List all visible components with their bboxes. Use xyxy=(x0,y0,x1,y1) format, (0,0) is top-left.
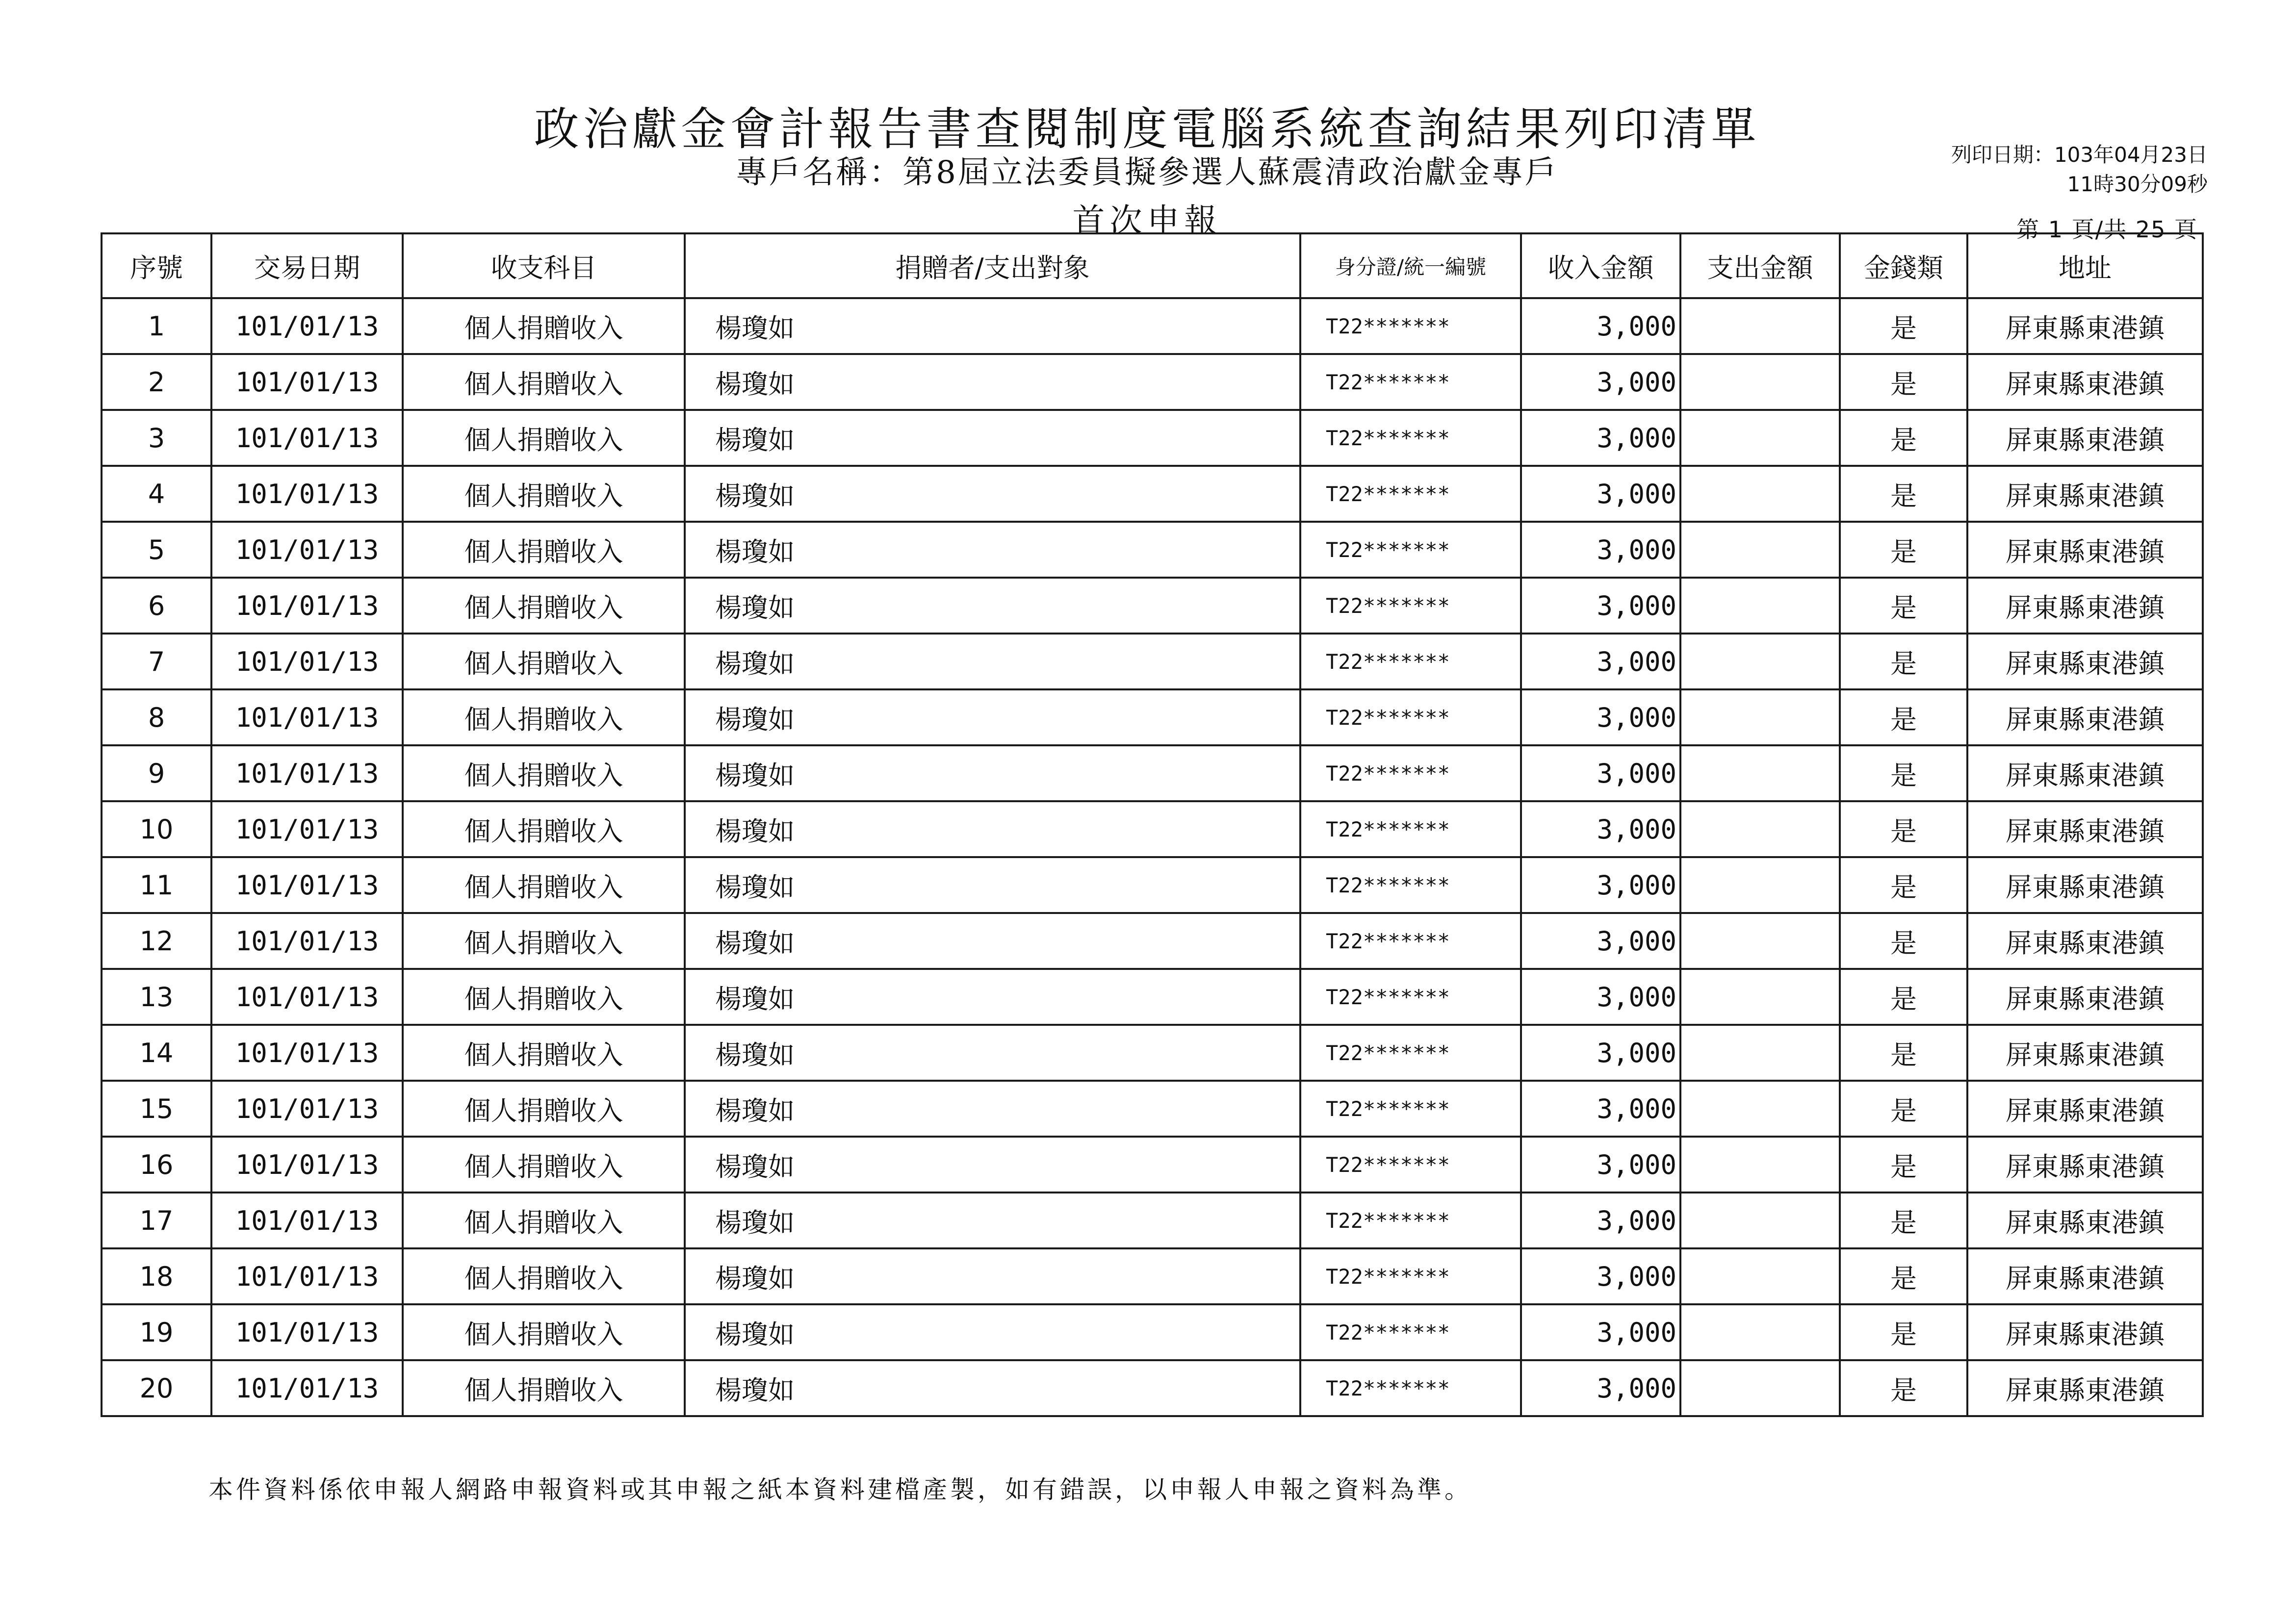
cell-address: 屏東縣東港鎮 xyxy=(1967,410,2203,466)
table-row xyxy=(102,801,2203,857)
header-monetary: 金錢類 xyxy=(1840,233,1967,298)
cell-category: 個人捐贈收入 xyxy=(403,1193,685,1248)
table-row xyxy=(102,466,2203,522)
cell-date: 101/01/13 xyxy=(211,354,403,410)
cell-monetary: 是 xyxy=(1840,689,1967,745)
cell-monetary: 是 xyxy=(1840,745,1967,801)
cell-serial: 18 xyxy=(102,1248,211,1304)
document-title: 政治獻金會計報告書查閱制度電腦系統查詢結果列印清單 xyxy=(534,103,1760,155)
cell-serial: 12 xyxy=(102,913,211,969)
cell-date: 101/01/13 xyxy=(211,745,403,801)
cell-expense xyxy=(1680,1248,1840,1304)
cell-date: 101/01/13 xyxy=(211,689,403,745)
cell-donor: 楊瓊如 xyxy=(685,689,1300,745)
cell-serial: 6 xyxy=(102,578,211,634)
cell-date: 101/01/13 xyxy=(211,522,403,578)
cell-serial: 1 xyxy=(102,298,211,354)
cell-address: 屏東縣東港鎮 xyxy=(1967,466,2203,522)
table-row xyxy=(102,578,2203,634)
cell-donor: 楊瓊如 xyxy=(685,410,1300,466)
cell-donor: 楊瓊如 xyxy=(685,801,1300,857)
cell-donor: 楊瓊如 xyxy=(685,466,1300,522)
cell-id: T22******* xyxy=(1300,522,1521,578)
cell-serial: 20 xyxy=(102,1360,211,1416)
cell-category: 個人捐贈收入 xyxy=(403,801,685,857)
cell-income: 3,000 xyxy=(1521,634,1680,689)
cell-donor: 楊瓊如 xyxy=(685,634,1300,689)
cell-donor: 楊瓊如 xyxy=(685,1193,1300,1248)
cell-monetary: 是 xyxy=(1840,1081,1967,1137)
table-row xyxy=(102,969,2203,1025)
cell-address: 屏東縣東港鎮 xyxy=(1967,1137,2203,1193)
cell-donor: 楊瓊如 xyxy=(685,913,1300,969)
cell-id: T22******* xyxy=(1300,578,1521,634)
cell-income: 3,000 xyxy=(1521,689,1680,745)
cell-expense xyxy=(1680,410,1840,466)
table-row xyxy=(102,298,2203,354)
table-row xyxy=(102,410,2203,466)
print-date-line2: 11時30分09秒 xyxy=(2067,172,2208,196)
cell-monetary: 是 xyxy=(1840,969,1967,1025)
cell-serial: 14 xyxy=(102,1025,211,1081)
cell-donor: 楊瓊如 xyxy=(685,1360,1300,1416)
donation-table xyxy=(101,232,2204,1417)
cell-monetary: 是 xyxy=(1840,522,1967,578)
cell-address: 屏東縣東港鎮 xyxy=(1967,634,2203,689)
cell-address: 屏東縣東港鎮 xyxy=(1967,913,2203,969)
cell-id: T22******* xyxy=(1300,298,1521,354)
cell-address: 屏東縣東港鎮 xyxy=(1967,1248,2203,1304)
cell-category: 個人捐贈收入 xyxy=(403,1137,685,1193)
cell-address: 屏東縣東港鎮 xyxy=(1967,578,2203,634)
cell-income: 3,000 xyxy=(1521,1360,1680,1416)
cell-income: 3,000 xyxy=(1521,969,1680,1025)
cell-serial: 9 xyxy=(102,745,211,801)
cell-date: 101/01/13 xyxy=(211,298,403,354)
cell-id: T22******* xyxy=(1300,689,1521,745)
cell-income: 3,000 xyxy=(1521,1248,1680,1304)
cell-serial: 10 xyxy=(102,801,211,857)
cell-expense xyxy=(1680,1025,1840,1081)
header-category: 收支科目 xyxy=(403,233,685,298)
cell-donor: 楊瓊如 xyxy=(685,1248,1300,1304)
cell-id: T22******* xyxy=(1300,745,1521,801)
cell-expense xyxy=(1680,634,1840,689)
cell-monetary: 是 xyxy=(1840,410,1967,466)
table-row xyxy=(102,745,2203,801)
table-row xyxy=(102,689,2203,745)
cell-address: 屏東縣東港鎮 xyxy=(1967,801,2203,857)
cell-category: 個人捐贈收入 xyxy=(403,578,685,634)
cell-donor: 楊瓊如 xyxy=(685,969,1300,1025)
print-date xyxy=(1951,140,2208,199)
header-date: 交易日期 xyxy=(211,233,403,298)
cell-category: 個人捐贈收入 xyxy=(403,913,685,969)
cell-monetary: 是 xyxy=(1840,466,1967,522)
cell-income: 3,000 xyxy=(1521,745,1680,801)
cell-address: 屏東縣東港鎮 xyxy=(1967,1193,2203,1248)
cell-monetary: 是 xyxy=(1840,354,1967,410)
report-type: 首次申報 xyxy=(1072,202,1222,239)
cell-serial: 7 xyxy=(102,634,211,689)
cell-serial: 17 xyxy=(102,1193,211,1248)
table-row xyxy=(102,913,2203,969)
cell-monetary: 是 xyxy=(1840,1304,1967,1360)
cell-monetary: 是 xyxy=(1840,857,1967,913)
cell-address: 屏東縣東港鎮 xyxy=(1967,1081,2203,1137)
cell-donor: 楊瓊如 xyxy=(685,1081,1300,1137)
cell-serial: 19 xyxy=(102,1304,211,1360)
cell-donor: 楊瓊如 xyxy=(685,1304,1300,1360)
cell-monetary: 是 xyxy=(1840,1360,1967,1416)
cell-category: 個人捐贈收入 xyxy=(403,857,685,913)
header-income: 收入金額 xyxy=(1521,233,1680,298)
cell-date: 101/01/13 xyxy=(211,1360,403,1416)
cell-monetary: 是 xyxy=(1840,1193,1967,1248)
account-name: 專戶名稱：第8屆立法委員擬參選人蘇震清政治獻金專戶 xyxy=(736,154,1558,191)
cell-donor: 楊瓊如 xyxy=(685,857,1300,913)
table-row xyxy=(102,522,2203,578)
cell-address: 屏東縣東港鎮 xyxy=(1967,745,2203,801)
cell-date: 101/01/13 xyxy=(211,1193,403,1248)
cell-expense xyxy=(1680,745,1840,801)
cell-id: T22******* xyxy=(1300,634,1521,689)
cell-address: 屏東縣東港鎮 xyxy=(1967,522,2203,578)
cell-income: 3,000 xyxy=(1521,1304,1680,1360)
cell-income: 3,000 xyxy=(1521,1081,1680,1137)
cell-income: 3,000 xyxy=(1521,522,1680,578)
cell-category: 個人捐贈收入 xyxy=(403,689,685,745)
cell-monetary: 是 xyxy=(1840,1248,1967,1304)
cell-category: 個人捐贈收入 xyxy=(403,298,685,354)
cell-id: T22******* xyxy=(1300,913,1521,969)
cell-address: 屏東縣東港鎮 xyxy=(1967,1304,2203,1360)
cell-expense xyxy=(1680,1137,1840,1193)
cell-id: T22******* xyxy=(1300,857,1521,913)
cell-expense xyxy=(1680,578,1840,634)
cell-date: 101/01/13 xyxy=(211,969,403,1025)
cell-expense xyxy=(1680,1304,1840,1360)
cell-expense xyxy=(1680,466,1840,522)
cell-date: 101/01/13 xyxy=(211,801,403,857)
table-header-row xyxy=(102,233,2203,298)
cell-address: 屏東縣東港鎮 xyxy=(1967,1025,2203,1081)
cell-category: 個人捐贈收入 xyxy=(403,1304,685,1360)
cell-address: 屏東縣東港鎮 xyxy=(1967,969,2203,1025)
table-row xyxy=(102,1193,2203,1248)
header-donor: 捐贈者/支出對象 xyxy=(685,233,1300,298)
cell-id: T22******* xyxy=(1300,354,1521,410)
cell-id: T22******* xyxy=(1300,1025,1521,1081)
cell-category: 個人捐贈收入 xyxy=(403,1025,685,1081)
table-row xyxy=(102,1025,2203,1081)
cell-monetary: 是 xyxy=(1840,1137,1967,1193)
header-id: 身分證/統一編號 xyxy=(1300,233,1521,298)
cell-expense xyxy=(1680,1081,1840,1137)
cell-serial: 3 xyxy=(102,410,211,466)
cell-serial: 11 xyxy=(102,857,211,913)
cell-id: T22******* xyxy=(1300,1360,1521,1416)
cell-donor: 楊瓊如 xyxy=(685,298,1300,354)
cell-id: T22******* xyxy=(1300,410,1521,466)
cell-category: 個人捐贈收入 xyxy=(403,522,685,578)
cell-income: 3,000 xyxy=(1521,354,1680,410)
cell-serial: 13 xyxy=(102,969,211,1025)
print-date-line1: 列印日期：103年04月23日 xyxy=(1951,143,2208,167)
cell-date: 101/01/13 xyxy=(211,1304,403,1360)
cell-date: 101/01/13 xyxy=(211,1248,403,1304)
cell-serial: 2 xyxy=(102,354,211,410)
cell-id: T22******* xyxy=(1300,466,1521,522)
table-row xyxy=(102,1304,2203,1360)
cell-donor: 楊瓊如 xyxy=(685,1137,1300,1193)
cell-address: 屏東縣東港鎮 xyxy=(1967,857,2203,913)
table-row xyxy=(102,1248,2203,1304)
header-expense: 支出金額 xyxy=(1680,233,1840,298)
cell-donor: 楊瓊如 xyxy=(685,522,1300,578)
cell-donor: 楊瓊如 xyxy=(685,578,1300,634)
cell-expense xyxy=(1680,1360,1840,1416)
table-row xyxy=(102,1360,2203,1416)
cell-id: T22******* xyxy=(1300,1304,1521,1360)
cell-category: 個人捐贈收入 xyxy=(403,1081,685,1137)
cell-income: 3,000 xyxy=(1521,801,1680,857)
cell-date: 101/01/13 xyxy=(211,578,403,634)
cell-date: 101/01/13 xyxy=(211,634,403,689)
cell-date: 101/01/13 xyxy=(211,1025,403,1081)
cell-expense xyxy=(1680,969,1840,1025)
cell-income: 3,000 xyxy=(1521,410,1680,466)
cell-category: 個人捐贈收入 xyxy=(403,1360,685,1416)
cell-expense xyxy=(1680,354,1840,410)
table-row xyxy=(102,1137,2203,1193)
cell-category: 個人捐贈收入 xyxy=(403,745,685,801)
cell-monetary: 是 xyxy=(1840,634,1967,689)
cell-monetary: 是 xyxy=(1840,801,1967,857)
cell-id: T22******* xyxy=(1300,801,1521,857)
cell-date: 101/01/13 xyxy=(211,1137,403,1193)
cell-address: 屏東縣東港鎮 xyxy=(1967,354,2203,410)
cell-expense xyxy=(1680,913,1840,969)
cell-income: 3,000 xyxy=(1521,1137,1680,1193)
cell-donor: 楊瓊如 xyxy=(685,354,1300,410)
cell-date: 101/01/13 xyxy=(211,466,403,522)
cell-category: 個人捐贈收入 xyxy=(403,466,685,522)
cell-income: 3,000 xyxy=(1521,1193,1680,1248)
cell-income: 3,000 xyxy=(1521,578,1680,634)
cell-date: 101/01/13 xyxy=(211,857,403,913)
cell-monetary: 是 xyxy=(1840,1025,1967,1081)
cell-category: 個人捐贈收入 xyxy=(403,634,685,689)
table-row xyxy=(102,857,2203,913)
cell-expense xyxy=(1680,857,1840,913)
cell-address: 屏東縣東港鎮 xyxy=(1967,298,2203,354)
cell-id: T22******* xyxy=(1300,969,1521,1025)
cell-expense xyxy=(1680,298,1840,354)
cell-income: 3,000 xyxy=(1521,913,1680,969)
cell-category: 個人捐贈收入 xyxy=(403,354,685,410)
cell-serial: 16 xyxy=(102,1137,211,1193)
cell-donor: 楊瓊如 xyxy=(685,745,1300,801)
cell-date: 101/01/13 xyxy=(211,1081,403,1137)
cell-date: 101/01/13 xyxy=(211,913,403,969)
cell-expense xyxy=(1680,689,1840,745)
footer-note: 本件資料係依申報人網路申報資料或其申報之紙本資料建檔產製，如有錯誤，以申報人申報之資料為準。 xyxy=(208,1475,1472,1504)
cell-monetary: 是 xyxy=(1840,298,1967,354)
cell-monetary: 是 xyxy=(1840,578,1967,634)
cell-serial: 4 xyxy=(102,466,211,522)
header-address: 地址 xyxy=(1967,233,2203,298)
cell-address: 屏東縣東港鎮 xyxy=(1967,1360,2203,1416)
cell-income: 3,000 xyxy=(1521,857,1680,913)
cell-serial: 5 xyxy=(102,522,211,578)
cell-expense xyxy=(1680,522,1840,578)
cell-expense xyxy=(1680,1193,1840,1248)
page-indicator: 第 1 頁/共 25 頁 xyxy=(2016,216,2198,243)
cell-category: 個人捐贈收入 xyxy=(403,969,685,1025)
cell-income: 3,000 xyxy=(1521,466,1680,522)
header-serial: 序號 xyxy=(102,233,211,298)
cell-category: 個人捐贈收入 xyxy=(403,1248,685,1304)
cell-date: 101/01/13 xyxy=(211,410,403,466)
cell-id: T22******* xyxy=(1300,1193,1521,1248)
cell-id: T22******* xyxy=(1300,1137,1521,1193)
cell-category: 個人捐贈收入 xyxy=(403,410,685,466)
cell-expense xyxy=(1680,801,1840,857)
cell-monetary: 是 xyxy=(1840,913,1967,969)
cell-income: 3,000 xyxy=(1521,298,1680,354)
table-row xyxy=(102,354,2203,410)
table-row xyxy=(102,634,2203,689)
table-row xyxy=(102,1081,2203,1137)
cell-id: T22******* xyxy=(1300,1248,1521,1304)
cell-id: T22******* xyxy=(1300,1081,1521,1137)
cell-address: 屏東縣東港鎮 xyxy=(1967,689,2203,745)
cell-serial: 8 xyxy=(102,689,211,745)
cell-serial: 15 xyxy=(102,1081,211,1137)
cell-income: 3,000 xyxy=(1521,1025,1680,1081)
cell-donor: 楊瓊如 xyxy=(685,1025,1300,1081)
